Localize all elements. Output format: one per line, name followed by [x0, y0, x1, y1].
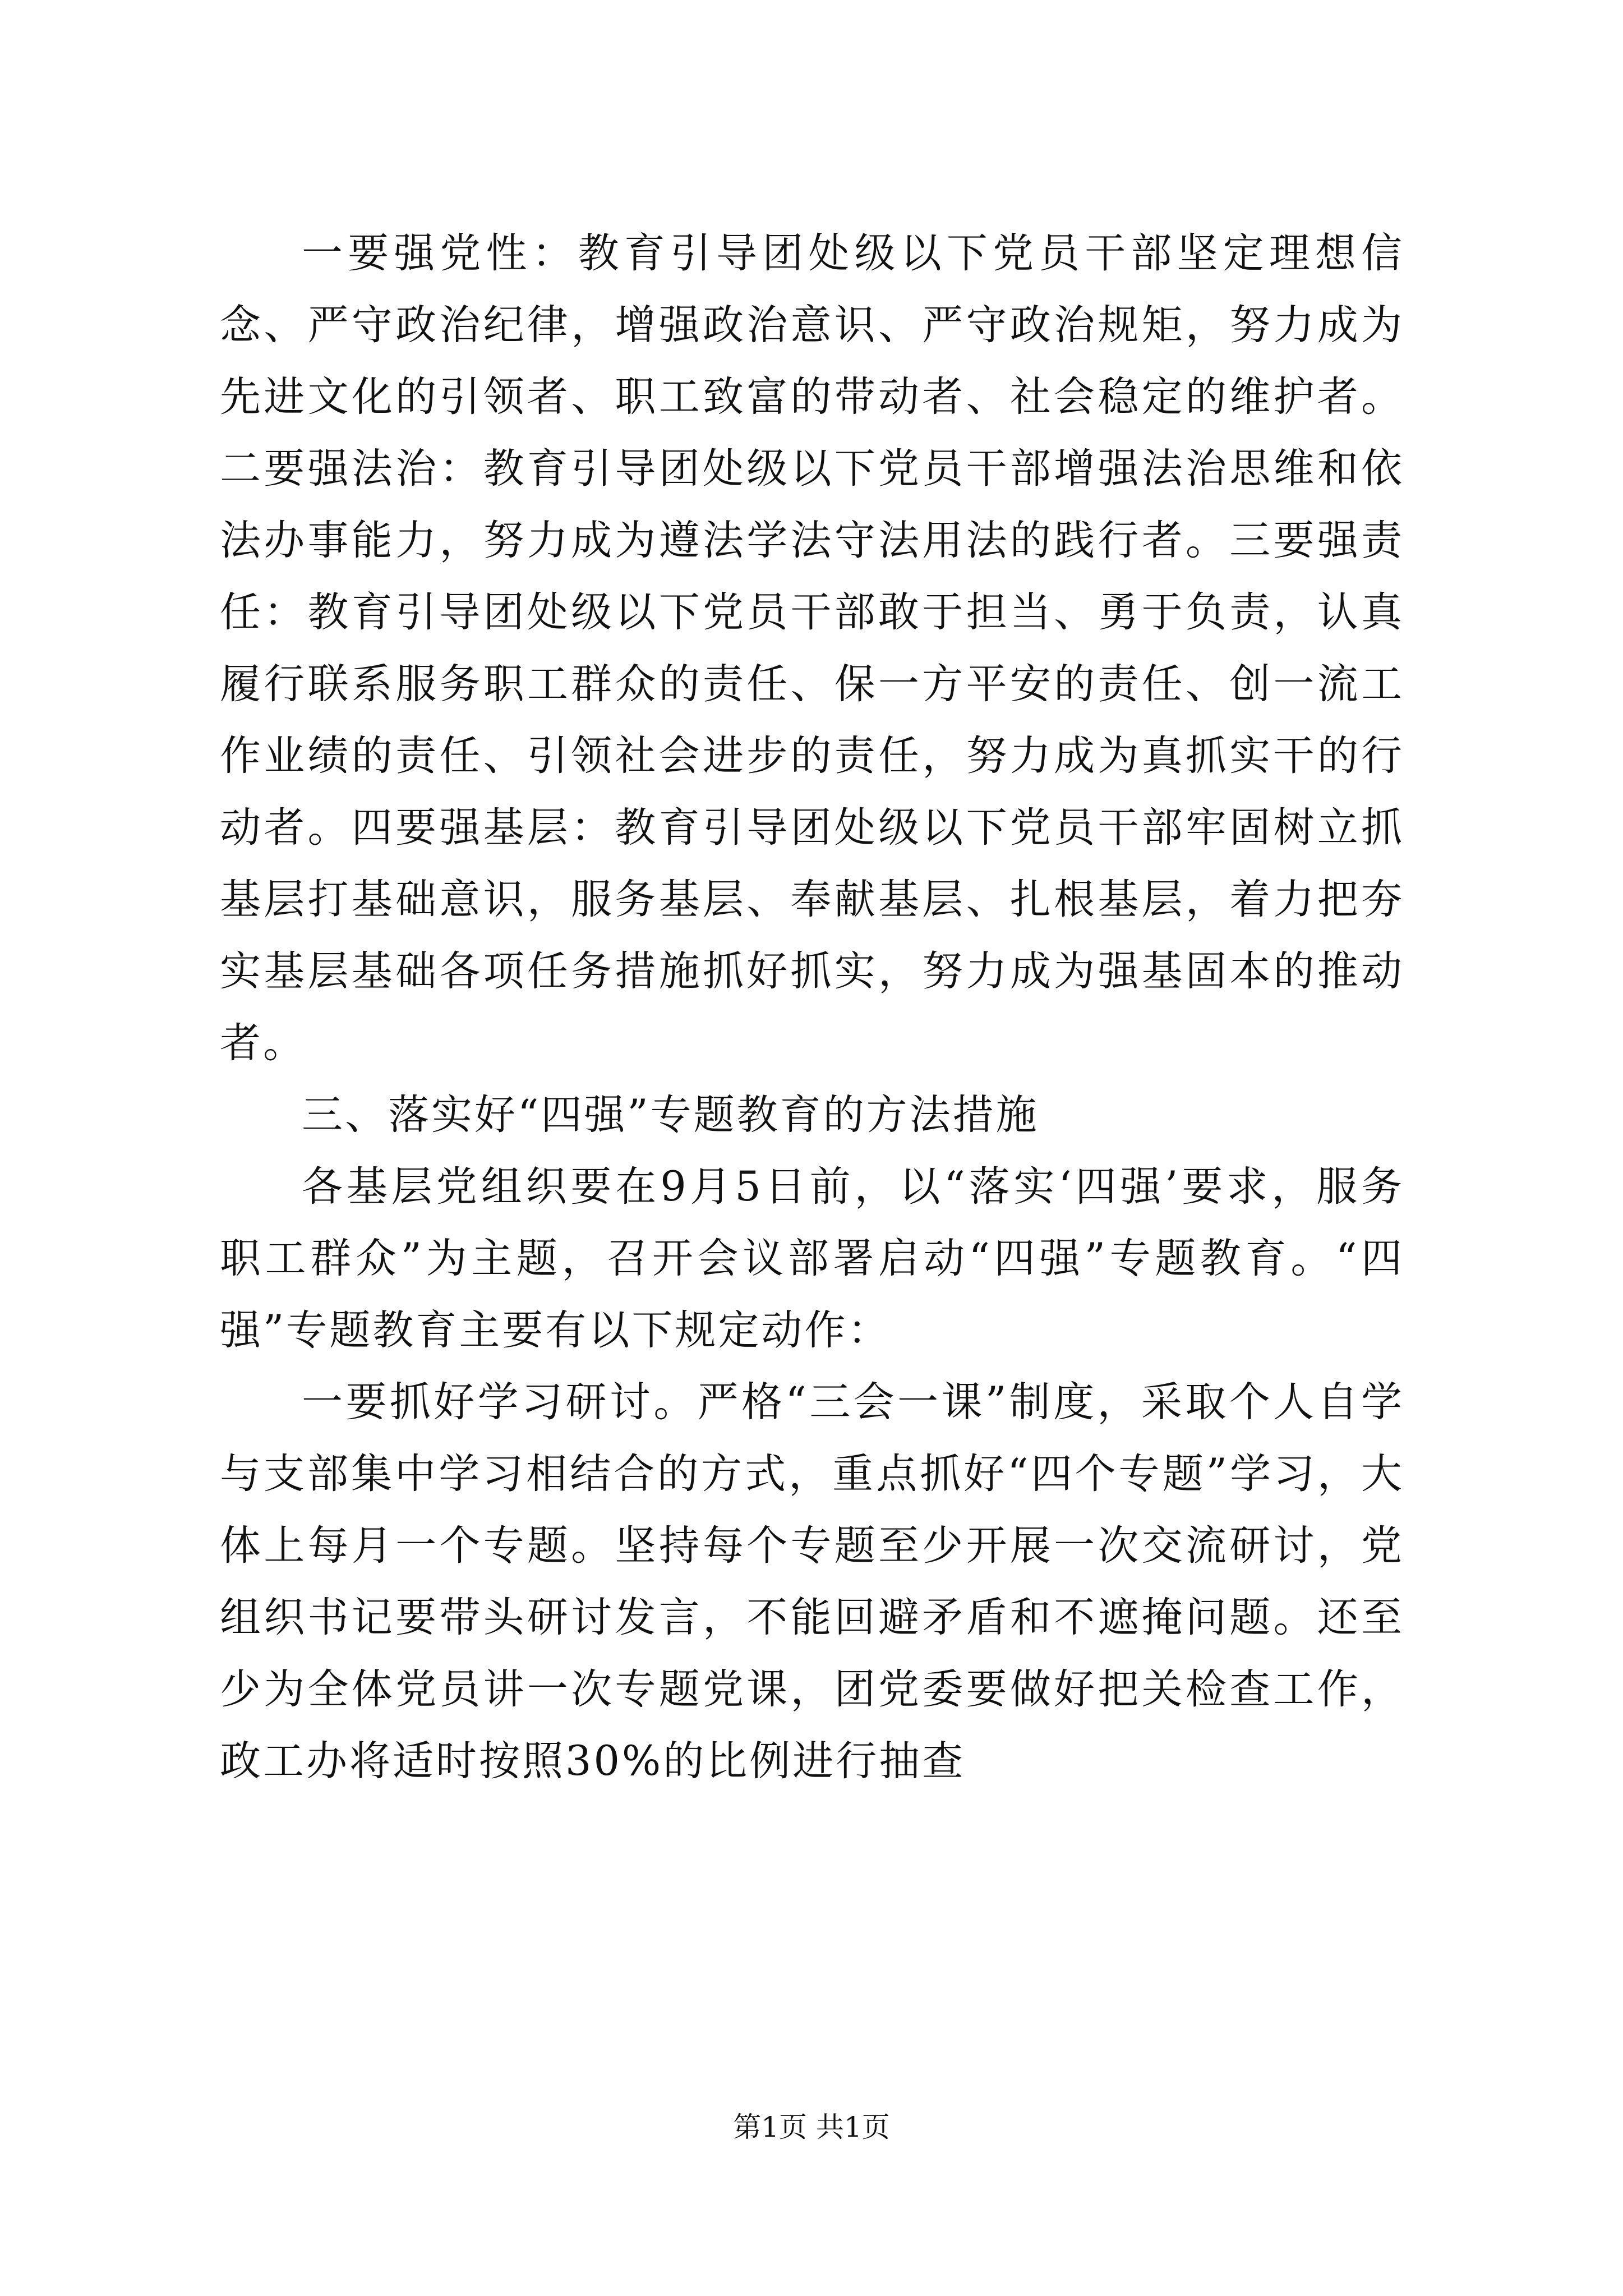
paragraph-study-seminar: 一要抓好学习研讨。严格“三会一课”制度，采取个人自学与支部集中学习相结合的方式，重点抓好“四个专题”学习，大体上每月一个专题。坚持每个专题至少开展一次交流研讨，党组织书记要带头研讨发言，不能回避矛盾和不遮掩问题。还至少为全体党员讲一次专题党课，团党委要做好把关检查工作，政工办将适时按照30%的比例进行抽查: [220, 1378, 1404, 1785]
paragraph-launch-meeting: 各基层党组织要在9月5日前，以“落实‘四强’要求，服务职工群众”为主题，召开会议部署启动“四强”专题教育。“四强”专题教育主要有以下规定动作：: [220, 1163, 1404, 1354]
paragraph-four-strengths: 一要强党性：教育引导团处级以下党员干部坚定理想信念、严守政治纪律，增强政治意识、严守政治规矩，努力成为先进文化的引领者、职工致富的带动者、社会稳定的维护者。二要强法治：教育引导团处级以下党员干部增强法治思维和依法办事能力，努力成为遵法学法守法用法的践行者。三要强责任：教育引导团处级以下党员干部敢于担当、勇于负责，认真履行联系服务职工群众的责任、保一方平安的责任、创一流工作业绩的责任、引领社会进步的责任，努力成为真抓实干的行动者。四要强基层：教育引导团处级以下党员干部牢固树立抓基层打基础意识，服务基层、奉献基层、扎根基层，着力把夯实基层基础各项任务措施抓好抓实，努力成为强基固本的推动者。: [220, 229, 1404, 1067]
page-footer: 第1页 共1页: [733, 2111, 890, 2143]
section-heading-measures: 三、落实好“四强”专题教育的方法措施: [302, 1091, 1039, 1139]
document-body: [220, 218, 1404, 1797]
